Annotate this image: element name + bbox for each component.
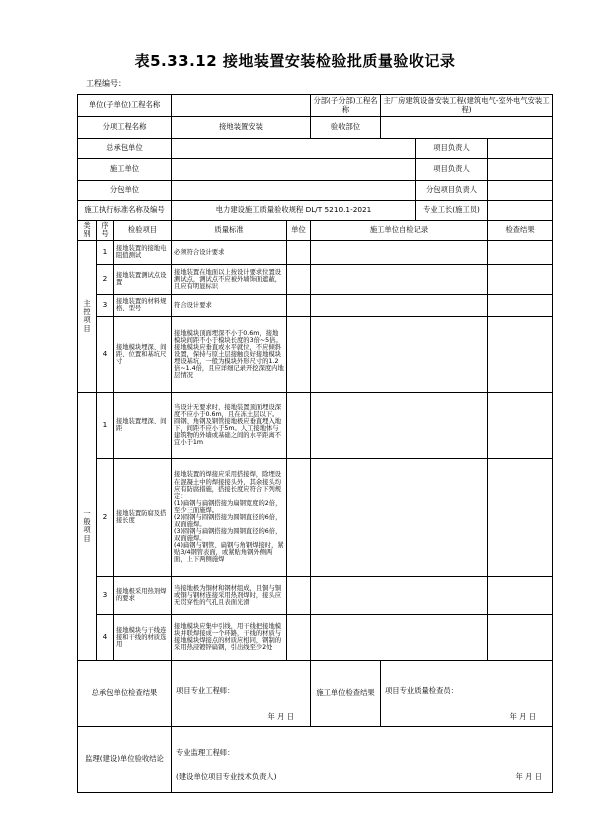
construction-result-signature[interactable] (381, 660, 553, 726)
main-item-no: 3 (97, 294, 114, 316)
col-standard: 质量标准 (172, 221, 287, 241)
foreman-label: 专业工长(施工员) (416, 201, 488, 221)
owner-tech-lead-label: (建设单位项目专业技术负责人) (176, 771, 277, 781)
general-item-result[interactable] (488, 458, 553, 576)
project-manager-value-2[interactable] (488, 159, 553, 181)
item-project-label: 分项工程名称 (78, 117, 172, 139)
main-item-standard: 接地装置在地面以上按设计要求位置设测试点，测试点不应被外墙饰面遮蔽，且应有明显标识 (172, 264, 287, 294)
main-item-result[interactable] (488, 316, 553, 392)
item-project-value: 接地装置安装 (172, 117, 311, 139)
general-item-result[interactable] (488, 576, 553, 614)
project-manager-label: 项目负责人 (416, 139, 488, 159)
general-item-standard: 接地模块应集中引线，用干线把接地模块并联焊接成一个环路，干线的材质与接地模块焊接点的材质应相同，钢制的采用热浸镀锌扁钢，引出线至少2处 (172, 614, 287, 660)
col-item: 检验项目 (114, 221, 172, 241)
main-item-unit[interactable] (287, 240, 311, 264)
standard-label: 施工执行标准名称及编号 (78, 201, 172, 221)
general-item-self-check[interactable] (311, 576, 488, 614)
general-item-no: 1 (97, 392, 114, 458)
main-item-no: 2 (97, 264, 114, 294)
main-item-self-check[interactable] (311, 316, 488, 392)
main-category-label: 主控项目 (78, 240, 97, 392)
construction-unit-label: 施工单位 (78, 159, 172, 181)
project-manager-label-2: 项目负责人 (416, 159, 488, 181)
col-category: 类别 (78, 221, 97, 241)
main-item-standard: 必须符合设计要求 (172, 240, 287, 264)
general-item-self-check[interactable] (311, 458, 488, 576)
main-item-standard: 接地模块顶面埋深不小于0.6m，接地模块间距不小于模块长度的3倍~5倍。接地模块应垂直或水平就位，不应倾斜设置，保持与原土层接触良好接地模块埋设基坑，一般为模块外形尺寸的1.2倍~1.4倍，且应详细记录开挖深度内地层情况 (172, 316, 287, 392)
general-contractor-label: 总承包单位 (78, 139, 172, 159)
general-item-self-check[interactable] (311, 614, 488, 660)
general-item-standard: 当设计无要求时，接地装置顶面埋设深度不应小于0.6m，且在冻土层以下。圆钢、角钢及钢管接地极应垂直埋入地下，间距不应小于5m。人工接地体与建筑物的外墙或基础之间的水平距离不宜小于1m (172, 392, 287, 458)
col-unit: 单位 (287, 221, 311, 241)
supervision-conclusion-label: 监理(建设)单位验收结论 (78, 726, 172, 792)
general-item-name: 接地装置防腐及搭接长度 (114, 458, 172, 576)
main-item-unit[interactable] (287, 316, 311, 392)
inspector-label: 项目专业质量检查员： (385, 685, 458, 695)
acceptance-record-table (77, 94, 553, 793)
general-item-unit[interactable] (287, 576, 311, 614)
general-item-name: 接地装置埋深、间距 (114, 392, 172, 458)
acceptance-part-value[interactable] (381, 117, 553, 139)
general-item-standard: 当接地极为铜材和钢材组成，且铜与铜或铜与钢材连接采用热剂焊时，接头应无贯穿性的气孔且表面光滑 (172, 576, 287, 614)
col-self-check: 施工单位自检记录 (311, 221, 488, 241)
sub-manager-value[interactable] (488, 181, 553, 201)
project-number-label: 工程编号： (86, 79, 126, 88)
main-item-result[interactable] (488, 264, 553, 294)
foreman-value[interactable] (488, 201, 553, 221)
main-item-name: 接地装置测试点设置 (114, 264, 172, 294)
general-item-unit[interactable] (287, 614, 311, 660)
main-item-self-check[interactable] (311, 264, 488, 294)
general-item-result[interactable] (488, 614, 553, 660)
subcontract-unit-value[interactable] (172, 181, 416, 201)
main-item-self-check[interactable] (311, 294, 488, 316)
general-item-no: 4 (97, 614, 114, 660)
subdivision-label: 分部(子分部)工程名称 (311, 95, 381, 117)
supervisor-label: 专业监理工程师： (176, 747, 235, 757)
main-item-unit[interactable] (287, 294, 311, 316)
general-item-unit[interactable] (287, 392, 311, 458)
subcontract-unit-label: 分包单位 (78, 181, 172, 201)
date-label: 年 月 日 (267, 712, 295, 722)
standard-value: 电力建设施工质量验收规程 DL/T 5210.1-2021 (172, 201, 416, 221)
general-item-result[interactable] (488, 392, 553, 458)
main-item-name: 接地模块埋深、间距、位置和基坑尺寸 (114, 316, 172, 392)
general-item-self-check[interactable] (311, 392, 488, 458)
acceptance-part-label: 验收部位 (311, 117, 381, 139)
general-item-name: 接地极采用热剂焊的要求 (114, 576, 172, 614)
main-item-unit[interactable] (287, 264, 311, 294)
general-item-standard: 接地装置的焊接应采用搭接焊，除埋设在混凝土中的焊接接头外，其余接头均应有防腐措施，搭接长度应符合下列规定： (1)扁钢与扁钢搭接为扁钢宽度的2倍，至少三面施焊。 (2)圆钢与圆钢搭接为圆钢直径的6倍，双面施焊。 (3)圆钢与扁钢搭接为圆钢直径的6倍，双面施焊。 (4)扁钢与钢管、扁钢与角钢焊接时，紧贴3/4钢管表面，或紧贴角钢外侧两面，上下两侧施焊 (172, 458, 287, 576)
main-item-name: 接地装置的材料规格、型号 (114, 294, 172, 316)
page-title: 表5.33.12 接地装置安装检验批质量验收记录 (134, 52, 456, 70)
general-item-no: 2 (97, 458, 114, 576)
main-item-self-check[interactable] (311, 240, 488, 264)
engineer-label: 项目专业工程师： (176, 685, 235, 695)
main-item-result[interactable] (488, 294, 553, 316)
col-result: 检查结果 (488, 221, 553, 241)
main-item-standard: 符合设计要求 (172, 294, 287, 316)
construction-result-label: 施工单位检查结果 (311, 660, 381, 726)
unit-project-value[interactable] (172, 95, 311, 117)
date-label: 年 月 日 (509, 712, 537, 722)
general-item-no: 3 (97, 576, 114, 614)
sub-manager-label: 分包项目负责人 (416, 181, 488, 201)
general-contractor-value[interactable] (172, 139, 416, 159)
contractor-result-signature[interactable] (172, 660, 311, 726)
general-item-unit[interactable] (287, 458, 311, 576)
construction-unit-value[interactable] (172, 159, 416, 181)
general-item-name: 接地模块与干线连接和干线的材质选用 (114, 614, 172, 660)
date-label: 年 月 日 (515, 771, 543, 781)
project-manager-value[interactable] (488, 139, 553, 159)
contractor-result-label: 总承包单位检查结果 (78, 660, 172, 726)
unit-project-label: 单位(子单位)工程名称 (78, 95, 172, 117)
main-item-name: 接地装置的接地电阻值测试 (114, 240, 172, 264)
col-seq: 序号 (97, 221, 114, 241)
general-category-label: 一般项目 (78, 392, 97, 660)
subdivision-value: 主厂房建筑设备安装工程(建筑电气-室外电气安装工程) (381, 95, 553, 117)
main-item-no: 1 (97, 240, 114, 264)
main-item-no: 4 (97, 316, 114, 392)
supervision-conclusion-signature[interactable] (172, 726, 553, 792)
main-item-result[interactable] (488, 240, 553, 264)
